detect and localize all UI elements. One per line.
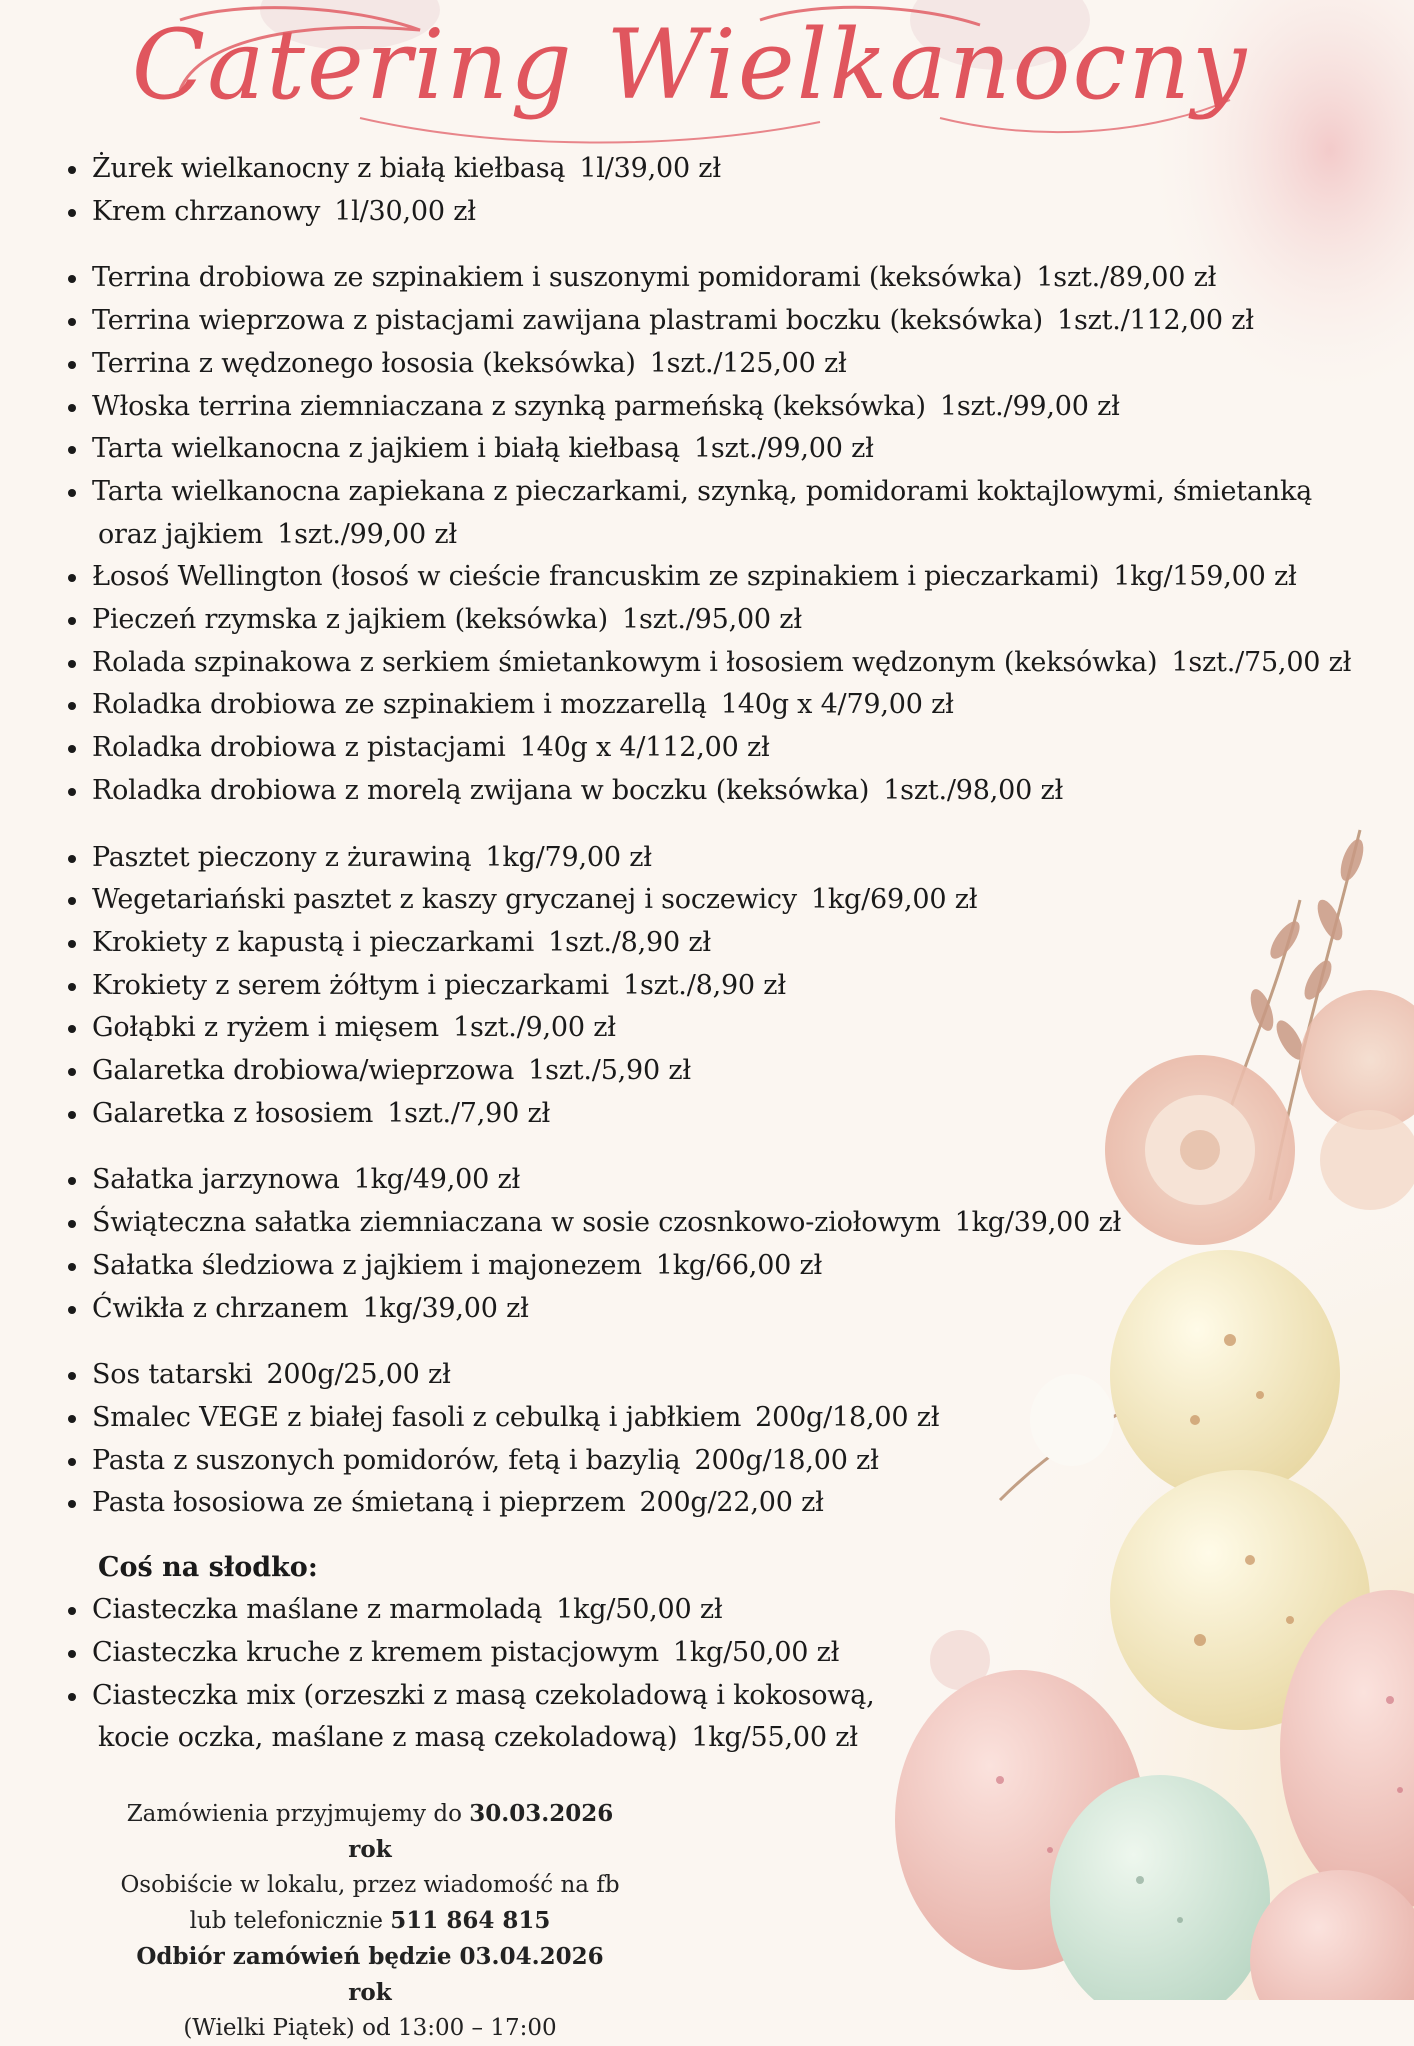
- menu-item-price: 1l/39,00 zł: [579, 153, 721, 184]
- menu-item-name: Pasta z suszonych pomidorów, fetą i bazylią: [92, 1444, 681, 1476]
- order-deadline: [120, 1796, 620, 1868]
- menu-item-price: 140g x 4/79,00 zł: [720, 689, 954, 721]
- page-title: [120, 0, 1260, 150]
- menu-item: [92, 428, 1352, 471]
- menu-item: [92, 343, 1352, 386]
- menu-item: [92, 471, 1352, 556]
- menu-item: [92, 837, 1352, 880]
- menu-item-name: Smalec VEGE z białej fasoli z cebulką i jabłkiem: [92, 1401, 742, 1433]
- menu-item: [92, 684, 1352, 727]
- menu-item: [92, 1159, 1352, 1202]
- menu-item-name: Pasztet pieczony z żurawiną: [92, 841, 472, 873]
- menu-item-name: Wegetariański pasztet z kaszy gryczanej i soczewicy: [92, 884, 797, 916]
- order-channels: Osobiście w lokalu, przez wiadomość na fb: [120, 1872, 620, 1898]
- menu-item-name: Świąteczna sałatka ziemniaczana w sosie czosnkowo-ziołowym: [92, 1207, 941, 1239]
- menu-item: [92, 1440, 1352, 1483]
- menu-item-name: Sałatka jarzynowa: [92, 1164, 340, 1196]
- menu-item-name: Ciasteczka kruche z kremem pistacjowym: [92, 1636, 659, 1668]
- menu-item-name: Pieczeń rzymska z jajkiem (keksówka): [92, 604, 609, 636]
- menu-item-name: Gołąbki z ryżem i mięsem: [92, 1012, 439, 1044]
- menu-item-name: Roladka drobiowa z pistacjami: [92, 732, 506, 764]
- sweets-heading: Coś na słodko:: [98, 1552, 318, 1584]
- menu-item-price: 1szt./98,00 zł: [883, 774, 1064, 806]
- menu-item-name-continued: [92, 514, 1352, 557]
- menu-item: [92, 965, 1352, 1008]
- menu-item: [92, 1632, 1352, 1675]
- menu-item-price: 1szt./99,00 zł: [693, 433, 874, 465]
- menu-item-price: 1kg/159,00 zł: [1113, 561, 1297, 593]
- menu-item-name: Krokiety z kapustą i pieczarkami: [92, 926, 535, 958]
- menu-item: [92, 642, 1352, 685]
- menu-item-name: Galaretka z łososiem: [92, 1097, 374, 1129]
- menu-item-price: 1szt./5,90 zł: [528, 1055, 691, 1087]
- order-phone-text: lub telefonicznie: [189, 1908, 383, 1934]
- menu-item-price: 1kg/39,00 zł: [954, 1207, 1122, 1239]
- menu-item: [92, 191, 1352, 234]
- menu-item-name: Ćwikła z chrzanem: [92, 1292, 349, 1324]
- menu-item: [92, 257, 1352, 300]
- menu-item-price: 1szt./8,90 zł: [548, 926, 711, 958]
- menu-item-price: 140g x 4/112,00 zł: [519, 732, 770, 764]
- menu-group-sweets: [92, 1589, 1352, 1760]
- menu-item-name-continued-text: kocie oczka, maślane z masą czekoladową): [98, 1722, 678, 1754]
- phone-number: 511 864 815: [390, 1907, 551, 1934]
- menu-item: [92, 1354, 1352, 1397]
- menu-item-price: 200g/18,00 zł: [694, 1444, 879, 1476]
- menu-item: [92, 300, 1352, 343]
- menu-list: [92, 148, 1352, 1784]
- menu-item-name: Krem chrzanowy: [92, 195, 321, 227]
- menu-item-name: Sałatka śledziowa z jajkiem i majonezem: [92, 1249, 642, 1281]
- menu-item-price: 1kg/55,00 zł: [691, 1722, 858, 1754]
- menu-item: [92, 1007, 1352, 1050]
- menu-item-name: Terrina drobiowa ze szpinakiem i suszonymi pomidorami (keksówka): [92, 262, 1023, 294]
- menu-item-price: 200g/22,00 zł: [639, 1487, 824, 1519]
- menu-item-name: Rolada szpinakowa z serkiem śmietankowym i łososiem wędzonym (keksówka): [92, 646, 1158, 678]
- menu-item: [92, 922, 1352, 965]
- menu-item: [92, 148, 1352, 191]
- menu-item: [92, 1202, 1352, 1245]
- menu-item-price: 1kg/69,00 zł: [810, 884, 978, 916]
- menu-item-price: 1szt./89,00 zł: [1036, 262, 1217, 294]
- menu-item: [92, 599, 1352, 642]
- menu-item: [92, 1288, 1352, 1331]
- menu-item: [92, 1482, 1352, 1525]
- menu-item: [92, 386, 1352, 429]
- order-deadline-text: Zamówienia przyjmujemy do: [126, 1801, 462, 1827]
- menu-item-price: 1szt./8,90 zł: [623, 969, 786, 1001]
- menu-item-price: 1szt./125,00 zł: [649, 347, 847, 379]
- menu-item: [92, 1093, 1352, 1136]
- menu-item: [92, 1675, 1352, 1760]
- menu-item-name-continued: [92, 1717, 1352, 1760]
- menu-item-name: Tarta wielkanocna zapiekana z pieczarkami, szynką, pomidorami koktajlowymi, śmietanką: [92, 475, 1313, 507]
- pickup-date: [120, 1939, 620, 2011]
- menu-group: [92, 148, 1352, 233]
- menu-item-name: Terrina wieprzowa z pistacjami zawijana plastrami boczku (keksówka): [92, 305, 1043, 337]
- menu-item-price: 200g/18,00 zł: [755, 1401, 940, 1433]
- menu-item-price: 1kg/49,00 zł: [353, 1164, 521, 1196]
- pickup-date-text: Odbiór zamówień będzie 03.04.2026 rok: [136, 1943, 604, 2006]
- menu-item-price: 1kg/39,00 zł: [362, 1292, 529, 1324]
- menu-group: [92, 1159, 1352, 1330]
- menu-group: [92, 257, 1352, 812]
- menu-item-name: Łosoś Wellington (łosoś w cieście francuskim ze szpinakiem i pieczarkami): [92, 561, 1100, 593]
- menu-item-name: Krokiety z serem żółtym i pieczarkami: [92, 969, 609, 1001]
- menu-item-price: 1kg/79,00 zł: [485, 841, 652, 873]
- menu-item: [92, 770, 1352, 813]
- menu-item: [92, 727, 1352, 770]
- menu-item-price: 1szt./95,00 zł: [622, 604, 802, 636]
- menu-item-name: Terrina z wędzonego łososia (keksówka): [92, 347, 636, 379]
- menu-item: [92, 556, 1352, 599]
- menu-item-price: 1kg/66,00 zł: [655, 1249, 823, 1281]
- menu-item-name: Ciasteczka maślane z marmoladą: [92, 1594, 543, 1626]
- menu-item-price: 1szt./99,00 zł: [939, 390, 1120, 422]
- menu-item-name-continued-text: oraz jajkiem: [98, 518, 264, 550]
- menu-item-name: Ciasteczka mix (orzeszki z masą czekoladową i kokosową,: [92, 1679, 875, 1711]
- menu-item-name: Żurek wielkanocny z białą kiełbasą: [92, 153, 566, 184]
- menu-item-price: 1szt./112,00 zł: [1056, 305, 1254, 337]
- menu-item-name: Galaretka drobiowa/wieprzowa: [92, 1055, 515, 1087]
- menu-item-name: Pasta łososiowa ze śmietaną i pieprzem: [92, 1487, 626, 1519]
- menu-item: [92, 1397, 1352, 1440]
- menu-item-name: Włoska terrina ziemniaczana z szynką parmeńską (keksówka): [92, 390, 926, 422]
- order-phone: [120, 1903, 620, 1939]
- menu-group: [92, 1354, 1352, 1525]
- order-deadline-date: 30.03.2026 rok: [348, 1800, 614, 1863]
- menu-item: [92, 1050, 1352, 1093]
- menu-item-price: 1szt./9,00 zł: [452, 1012, 616, 1044]
- menu-item-name: Roladka drobiowa z morelą zwijana w boczku (keksówka): [92, 774, 870, 806]
- menu-item-name: Sos tatarski: [92, 1359, 253, 1391]
- page-title-text: Catering Wielkanocny: [131, 9, 1249, 121]
- menu-item-price: 1szt./99,00 zł: [277, 518, 457, 550]
- order-info: [120, 1796, 620, 2046]
- menu-item-price: 1kg/50,00 zł: [672, 1636, 840, 1668]
- menu-item-price: 1szt./7,90 zł: [387, 1097, 551, 1129]
- menu-item: [92, 1245, 1352, 1288]
- menu-item-price: 200g/25,00 zł: [266, 1359, 451, 1391]
- menu-item-price: 1kg/50,00 zł: [556, 1594, 723, 1626]
- menu-item: [92, 1589, 1352, 1632]
- menu-item-price: 1szt./75,00 zł: [1171, 646, 1352, 678]
- menu-item-name: Tarta wielkanocna z jajkiem i białą kiełbasą: [92, 433, 680, 465]
- pickup-hours: (Wielki Piątek) od 13:00 – 17:00: [183, 2015, 557, 2041]
- menu-item-price: 1l/30,00 zł: [334, 195, 476, 227]
- menu-item-name: Roladka drobiowa ze szpinakiem i mozzarellą: [92, 689, 707, 721]
- menu-item: [92, 879, 1352, 922]
- menu-group: [92, 837, 1352, 1136]
